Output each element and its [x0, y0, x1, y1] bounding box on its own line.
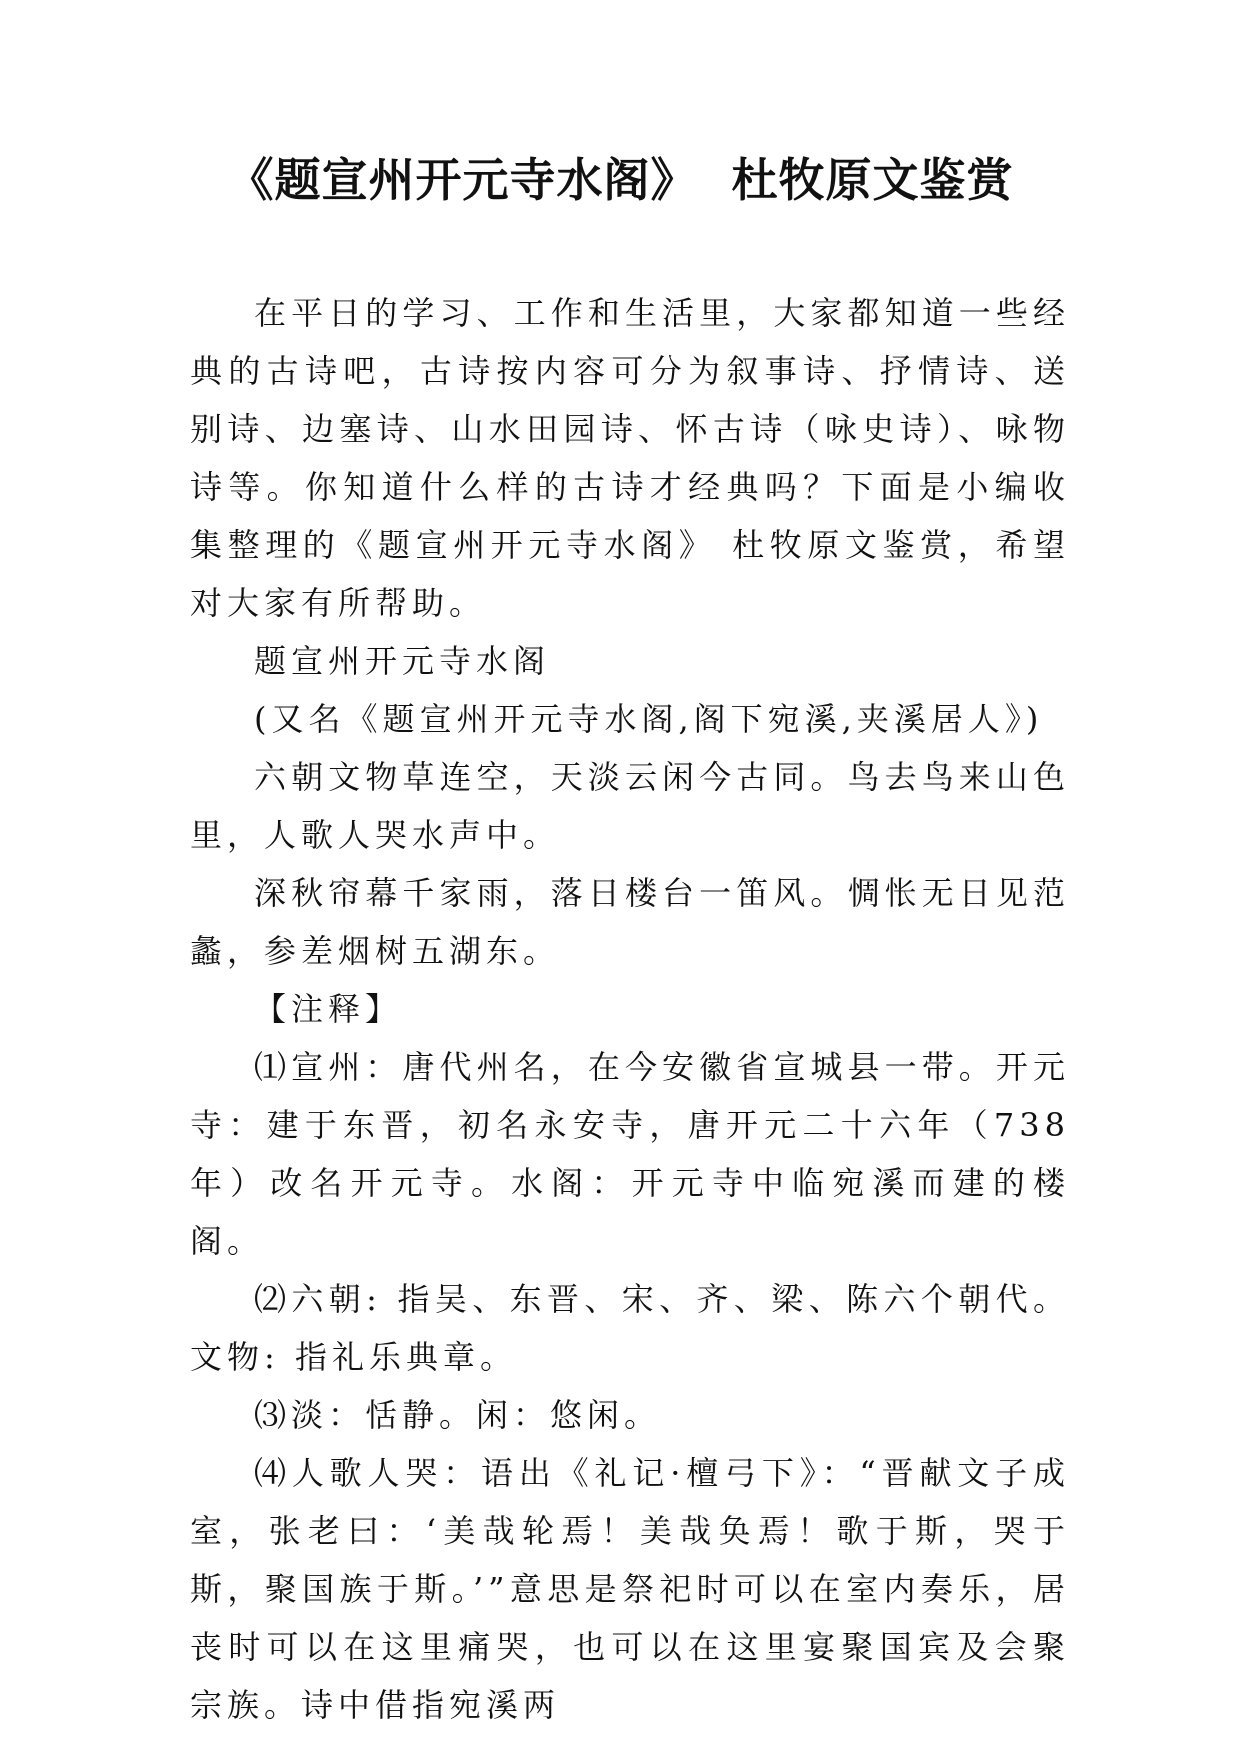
page-title: 《题宣州开元寺水阁》 杜牧原文鉴赏	[227, 153, 1014, 207]
intro-paragraph: 在平日的学习、工作和生活里，大家都知道一些经典的古诗吧，古诗按内容可分为叙事诗、抒情诗、送别诗、边塞诗、山水田园诗、怀古诗（咏史诗）、咏物诗等。你知道什么样的古诗才经典吗？下面是小编收集整理的《题宣州开元寺水阁》 杜牧原文鉴赏，希望对大家有所帮助。	[190, 294, 1070, 622]
document-body	[190, 284, 1086, 1734]
annotation-2: ⑵六朝: 指吴、东晋、宋、齐、梁、陈六个朝代。文物: 指礼乐典章。	[190, 1280, 1070, 1376]
poem-stanza-1: 六朝文物草连空，天淡云闲今古同。鸟去鸟来山色里，人歌人哭水声中。	[190, 758, 1070, 854]
annotation-3: ⑶淡：恬静。闲：悠闲。	[254, 1396, 662, 1434]
poem-alt-title: (又名《题宣州开元寺水阁,阁下宛溪,夹溪居人》)	[254, 700, 1044, 738]
poem-stanza-2: 深秋帘幕千家雨，落日楼台一笛风。惆怅无日见范蠡，参差烟树五湖东。	[190, 874, 1070, 970]
annotation-4: ⑷人歌人哭：语出《礼记·檀弓下》：“晋献文子成室，张老曰：‘美哉轮焉！美哉奂焉！歌于斯，哭于斯，聚国族于斯。’”意思是祭祀时可以在室内奏乐，居丧时可以在这里痛哭，也可以在这里宴聚国宾及会聚宗族。诗中借指宛溪两	[190, 1454, 1070, 1724]
annotation-1: ⑴宣州：唐代州名，在今安徽省宣城县一带。开元寺：建于东晋，初名永安寺，唐开元二十六年（738 年）改名开元寺。水阁：开元寺中临宛溪而建的楼阁。	[190, 1048, 1086, 1260]
poem-title: 题宣州开元寺水阁	[254, 642, 551, 680]
annotations-heading: 【注释】	[254, 990, 403, 1028]
